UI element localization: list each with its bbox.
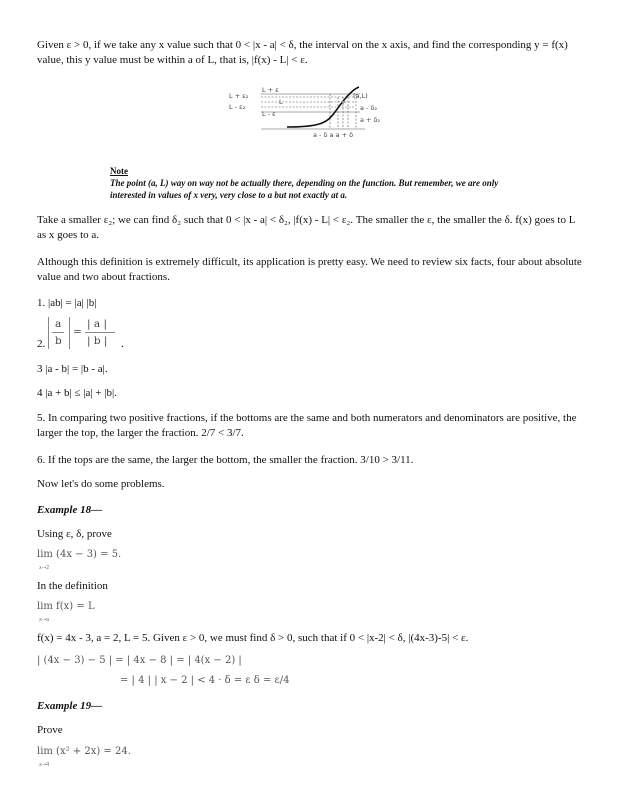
fact-1: 1. |ab| = |a| |b|	[37, 297, 97, 309]
fact-2-rhs-bar	[85, 332, 115, 333]
example-18-definition-label: In the definition	[37, 580, 108, 592]
label-l: L	[279, 98, 283, 106]
example-18-limit-subscript: x→2	[39, 565, 50, 571]
problems-intro: Now let's do some problems.	[37, 478, 165, 490]
label-l-plus-eps2: L + ε₂	[229, 92, 249, 100]
example-19-prompt: Prove	[37, 724, 63, 736]
example-18-limit: lim (4x − 3) = 5.	[37, 549, 122, 560]
label-point-a-l: (a,L)	[353, 92, 368, 100]
example-18-definition-subscript: x→a	[39, 617, 50, 623]
fact-2	[37, 315, 237, 353]
example-18-prompt: Using ε, δ, prove	[37, 528, 112, 540]
example-18-title: Example 18—	[37, 504, 103, 516]
example-18-definition-limit: lim f(x) = L	[37, 601, 95, 612]
epsilon-delta-graph	[225, 85, 395, 140]
fact-2-period: .	[121, 338, 124, 350]
fact-5: 5. In comparing two positive fractions, if the bottoms are the same and both numerators and denominators are positive, the larger the top, the larger the fraction. 2/7 < 3/7.	[37, 412, 577, 439]
note-title: Note	[110, 166, 128, 176]
fact-2-number: 2.	[37, 338, 46, 350]
fact-2-lhs-bar	[52, 332, 64, 333]
definition-difficulty-paragraph: Although this definition is extremely difficult, its application is pretty easy. We need to review six facts, four about absolute value and two about fractions.	[37, 256, 582, 283]
label-a-plus-delta2: a + δ₂	[360, 116, 381, 124]
fact-2-rhs-denominator: | b |	[87, 335, 108, 347]
intro-paragraph: Given ε > 0, if we take any x value such that 0 < |x - a| < δ, the interval on the x axis, and find the corresponding y = f(x) value, this y value must be within a of L, that is, |f(x) - L| < ε.	[37, 39, 568, 66]
fact-3: 3 |a - b| = |b - a|.	[37, 363, 108, 375]
note-body: The point (a, L) way on way not be actually there, depending on the function. But remember, we are only interested in values of x very, very close to a but not exactly at a.	[110, 178, 499, 200]
example-18-setup: f(x) = 4x - 3, a = 2, L = 5. Given ε > 0, we must find δ > 0, such that if 0 < |x-2| < δ, |(4x-3)-5| < ε.	[37, 632, 469, 644]
fact-2-lhs-denominator: b	[55, 335, 62, 347]
example-19-limit-subscript: x→4	[39, 762, 50, 768]
label-l-minus-eps2: L - ε₂	[229, 103, 246, 111]
fact-4: 4 |a + b| ≤ |a| + |b|.	[37, 387, 117, 399]
example-19-limit: lim (x² + 2x) = 24.	[37, 746, 131, 757]
example-18-work-line-1: | (4x − 3) − 5 | = | 4x − 8 | = | 4(x − 2) |	[37, 655, 242, 666]
label-a-minus-delta2: a - δ₂	[360, 104, 378, 112]
fact-2-lhs-numerator: a	[55, 318, 62, 330]
fact-6: 6. If the tops are the same, the larger the bottom, the smaller the fraction. 3/10 > 3/11.	[37, 454, 414, 466]
note-box	[110, 165, 530, 201]
example-18-work-line-2: = | 4 | | x − 2 | < 4 · δ = ε δ = ε/4	[120, 675, 290, 686]
fact-2-rhs-numerator: | a |	[87, 318, 108, 330]
fact-2-equals: =	[73, 326, 82, 338]
point-a-l	[342, 101, 344, 103]
label-l-minus-eps: L - ε	[262, 110, 276, 118]
smaller-epsilon-paragraph: Take a smaller ε₂; we can find δ₂ such that 0 < |x - a| < δ₂, |f(x) - L| < ε₂. The smaller the ε, the smaller the δ. f(x) goes to L as x goes to a.	[37, 214, 576, 241]
example-19-title: Example 19—	[37, 700, 103, 712]
label-l-plus-eps: L + ε	[262, 86, 279, 94]
label-x-axis: a - δ a a + δ	[313, 131, 354, 139]
